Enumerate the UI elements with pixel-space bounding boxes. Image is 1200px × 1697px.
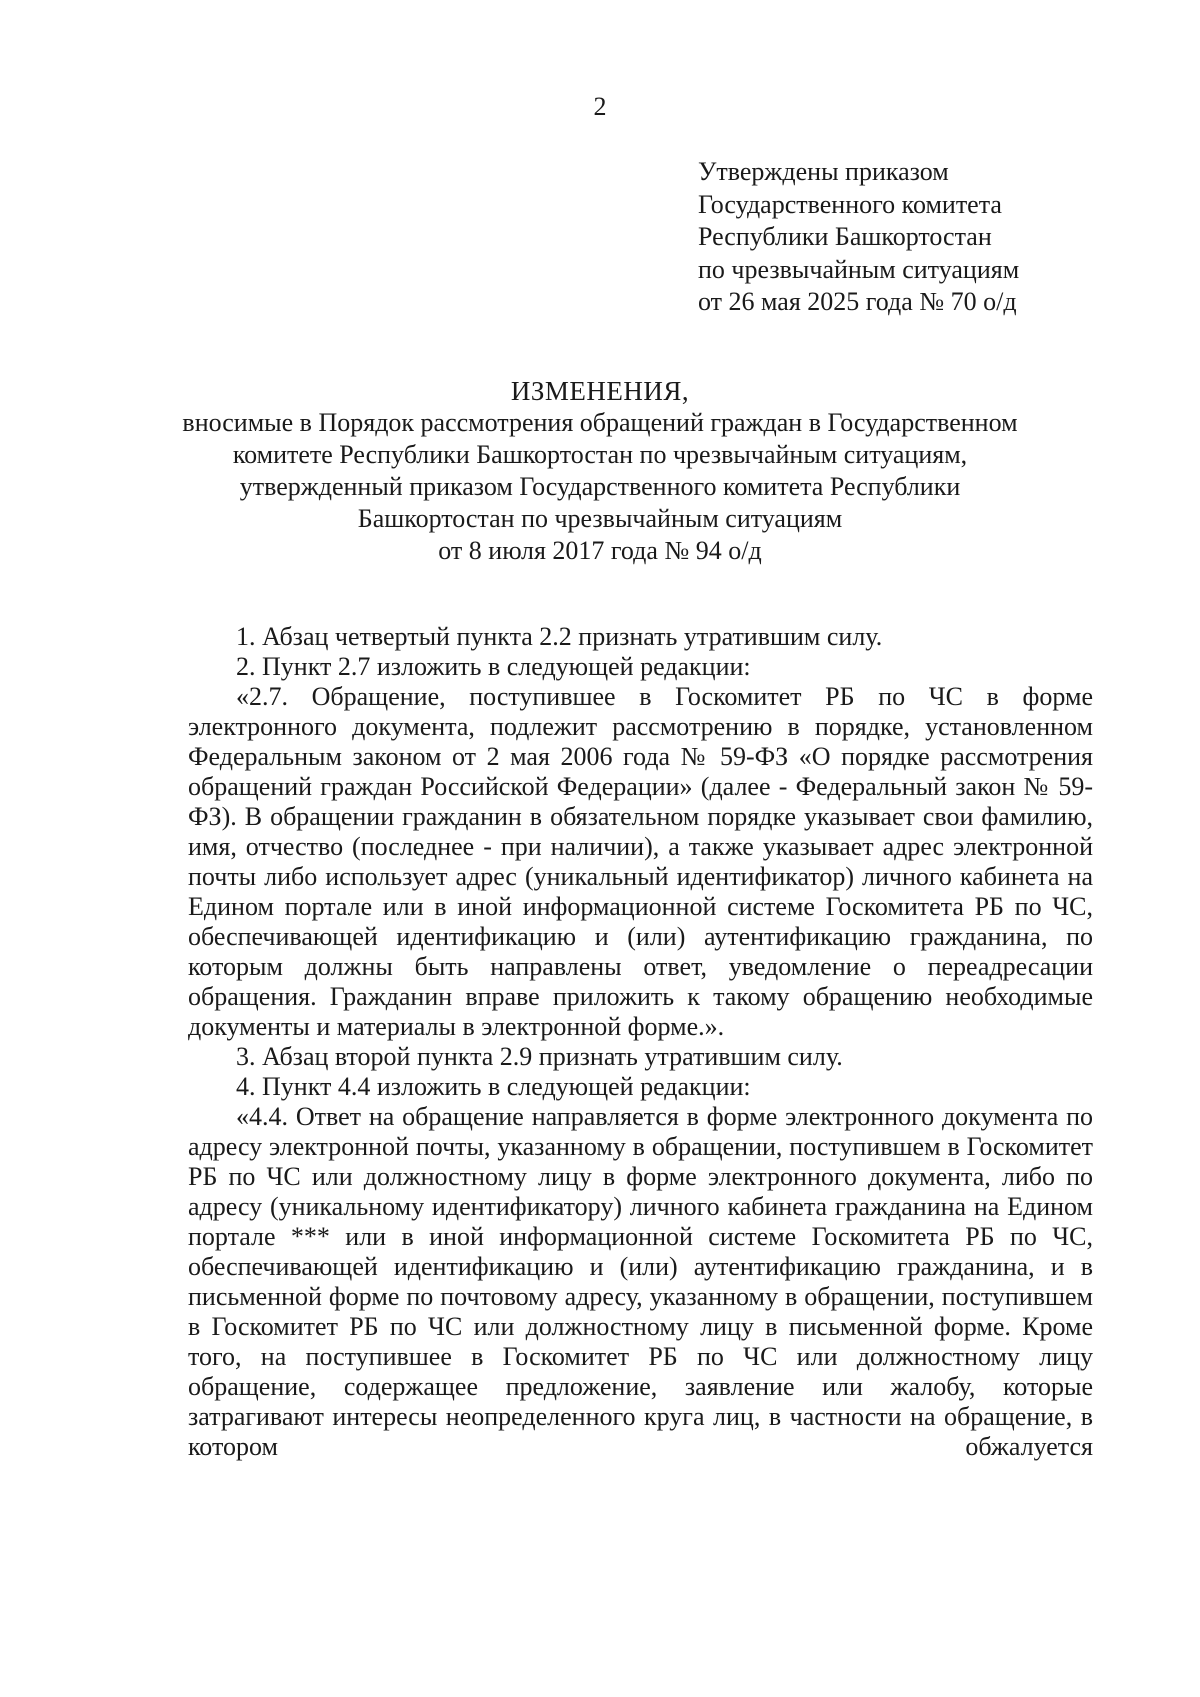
document-body [188, 622, 1093, 1462]
paragraph-item-3: 3. Абзац второй пункта 2.9 признать утратившим силу. [236, 1042, 843, 1071]
heading-subtitle-line: утвержденный приказом Государственного комитета Республики [239, 472, 961, 501]
approval-line: Утверждены приказом [698, 157, 949, 186]
heading-subtitle-line: комитете Республики Башкортостан по чрезвычайным ситуациям, [232, 440, 968, 469]
heading-subtitle-line: Башкортостан по чрезвычайным ситуациям [357, 504, 843, 533]
paragraph-item-2: 2. Пункт 2.7 изложить в следующей редакции: [236, 652, 751, 681]
approval-line: Государственного комитета [698, 189, 1002, 219]
paragraph-item-1: 1. Абзац четвертый пункта 2.2 признать утратившим силу. [236, 622, 883, 651]
approval-line: Республики Башкортостан [698, 222, 992, 251]
document-title: ИЗМЕНЕНИЯ, [510, 376, 690, 406]
approval-line: по чрезвычайным ситуациям [698, 254, 1020, 284]
paragraph-quote-2-7: «2.7. Обращение, поступившее в Госкомитет РБ по ЧС в форме электронного документа, подлежит рассмотрению в порядке, установленном Федеральным законом от 2 мая 2006 года № 59-ФЗ «О порядке рассмотрения обращений граждан Российской Федерации» (далее - Федеральный закон № 59-ФЗ). В обращении гражданин в обязательном порядке указывает свои фамилию, имя, отчество (последнее - при наличии), а также указывает адрес электронной почты либо использует адрес (уникальный идентификатор) личного кабинета на Едином портале или в иной информационной системе Госкомитета РБ по ЧС, обеспечивающей идентификацию и (или) аутентификацию гражданина, по которым должны быть направлены ответ, уведомление о переадресации обращения. Гражданин вправе приложить к такому обращению необходимые документы и материалы в электронной форме.». [188, 682, 1093, 1041]
paragraph-item-4: 4. Пункт 4.4 изложить в следующей редакции: [236, 1072, 751, 1101]
heading-subtitle-line: вносимые в Порядок рассмотрения обращений граждан в Государственном [182, 408, 1018, 437]
approval-line: от 26 мая 2025 года № 70 о/д [698, 287, 1017, 316]
paragraph-quote-4-4: «4.4. Ответ на обращение направляется в форме электронного документа по адресу электронной почты, указанному в обращении, поступившем в Госкомитет РБ по ЧС или должностному лицу в форме электронного документа, либо по адресу (уникальному идентификатору) личного кабинета гражданина на Едином портале *** или в иной информационной системе Госкомитета РБ по ЧС, обеспечивающей идентификацию и (или) аутентификацию гражданина, и в письменной форме по почтовому адресу, указанному в обращении, поступившем в Госкомитет РБ по ЧС или должностному лицу в письменной форме. Кроме того, на поступившее в Госкомитет РБ по ЧС или должностному лицу обращение, содержащее предложение, заявление или жалобу, которые затрагивают интересы неопределенного круга лиц, в частности на обращение, в котором обжалуется [188, 1102, 1093, 1461]
approval-stamp-block [698, 156, 1118, 319]
document-heading [150, 375, 1050, 567]
page-number: 2 [593, 92, 607, 121]
heading-subtitle-line: от 8 июля 2017 года № 94 о/д [438, 536, 762, 565]
